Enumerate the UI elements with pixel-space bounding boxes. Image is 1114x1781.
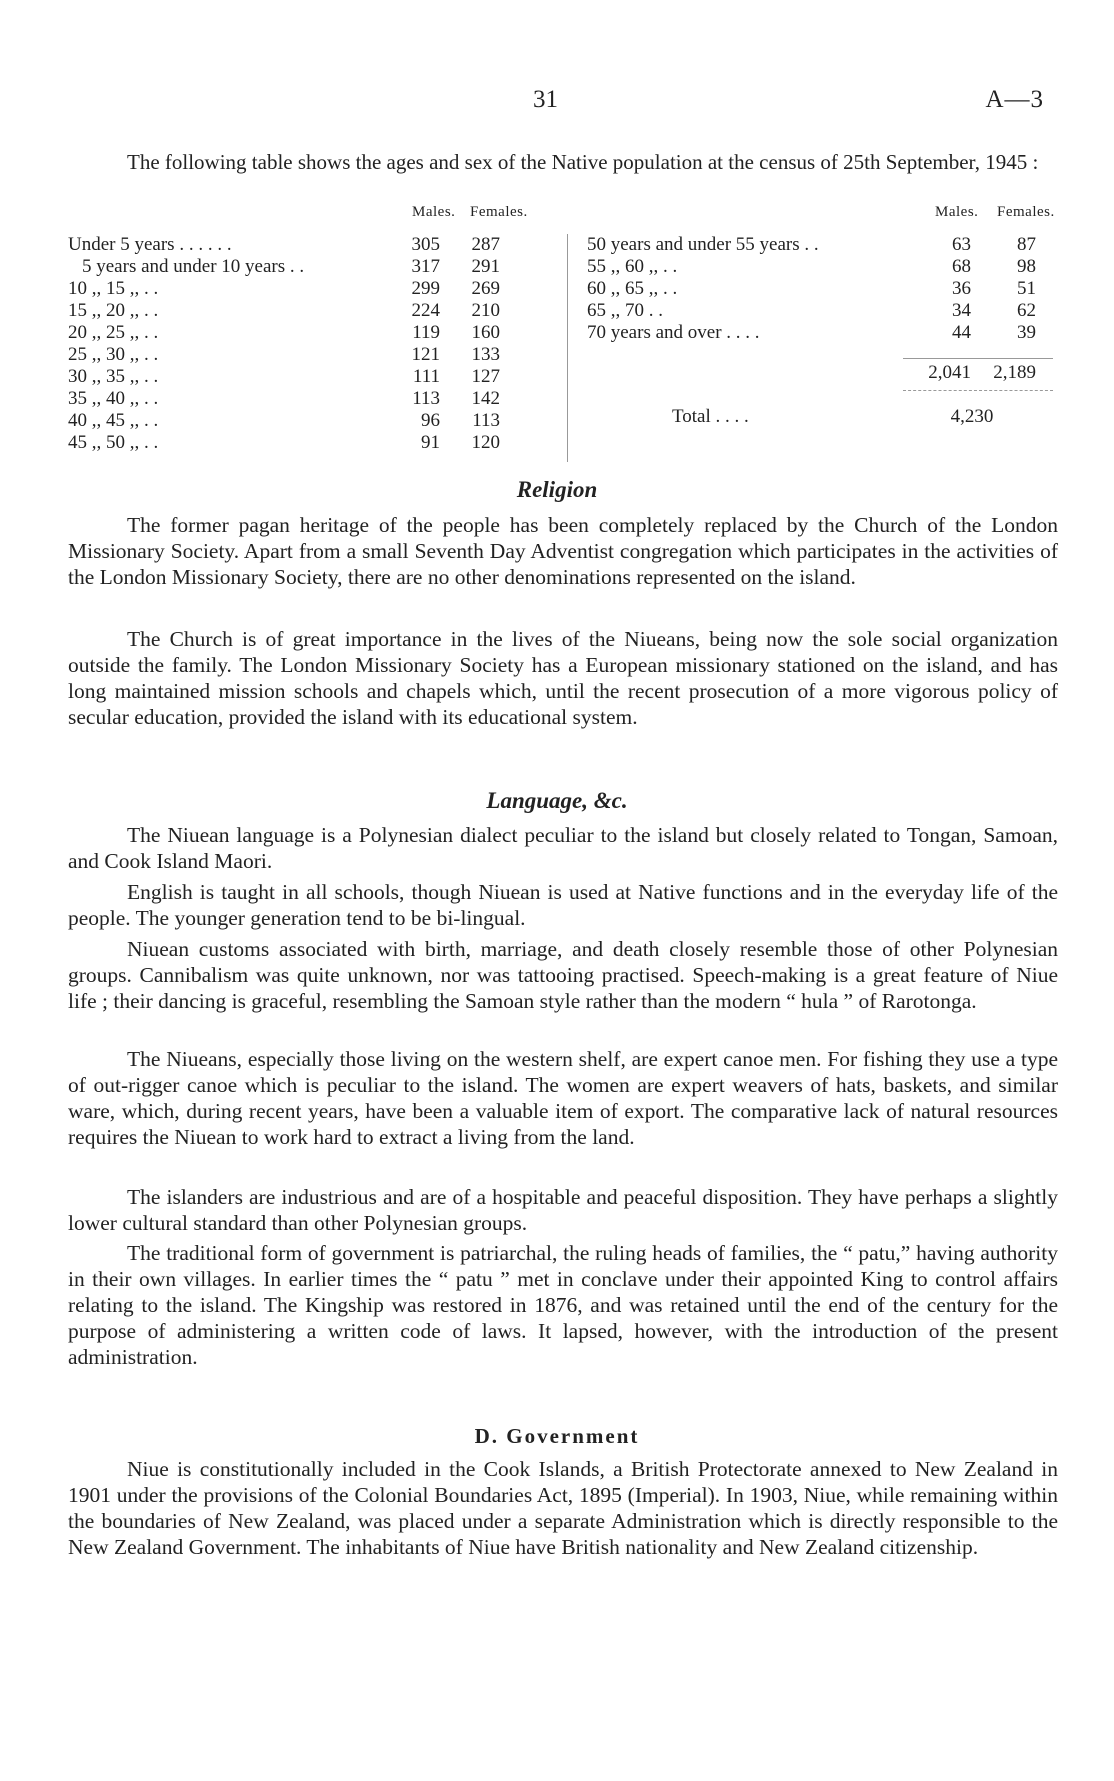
age-sex-table [0, 204, 1114, 464]
females-value: 133 [471, 344, 500, 365]
subtotal-row [587, 362, 1057, 384]
religion-paragraph: The Church is of great importance in the lives of the Niueans, being now the sole social organization outside the family. The London Missionary Society has a European missionary stationed on the island, and has long maintained mission schools and chapels which, until the recent prosecution of a more vigorous policy of secular education, provided the island with its educational system. [68, 627, 1058, 729]
right-females-header: Females. [997, 204, 1055, 220]
table-row [68, 322, 538, 344]
age-label: 35 ,, 40 ,, . . [68, 388, 159, 409]
males-value: 317 [411, 256, 440, 277]
subtotal-rule [903, 358, 1053, 359]
age-label: 50 years and under 55 years . . [587, 234, 819, 255]
females-value: 120 [471, 432, 500, 453]
intro-paragraph: The following table shows the ages and sex of the Native population at the census of 25th September, 1945 : [127, 150, 1039, 174]
age-label: 30 ,, 35 ,, . . [68, 366, 159, 387]
males-value: 111 [412, 366, 440, 387]
government-heading: D. Government [474, 1424, 640, 1448]
table-row [68, 278, 538, 300]
table-row [68, 366, 538, 388]
total-brace [903, 390, 1053, 391]
religion-heading: Religion [516, 477, 598, 502]
total-label: Total . . . . [672, 406, 749, 427]
total-row [587, 406, 1057, 428]
subtotal-females: 2,189 [993, 362, 1036, 383]
females-value: 160 [471, 322, 500, 343]
males-value: 121 [411, 344, 440, 365]
females-value: 39 [1017, 322, 1036, 343]
males-value: 91 [421, 432, 440, 453]
females-value: 291 [471, 256, 500, 277]
males-value: 44 [952, 322, 971, 343]
males-value: 305 [411, 234, 440, 255]
age-label: 40 ,, 45 ,, . . [68, 410, 159, 431]
females-value: 269 [471, 278, 500, 299]
table-row [68, 432, 538, 454]
government-paragraph: Niue is constitutionally included in the Cook Islands, a British Protectorate annexed to New Zealand in 1901 under the provisions of the Colonial Boundaries Act, 1895 (Imperial). In 1903, Niue, while remaining within the boundaries of New Zealand, was placed under a separate Administration which is directly responsible to the New Zealand Government. The inhabitants of Niue have British nationality and New Zealand citizenship. [68, 1457, 1058, 1559]
females-value: 142 [471, 388, 500, 409]
females-value: 210 [471, 300, 500, 321]
males-value: 96 [421, 410, 440, 431]
age-label: 20 ,, 25 ,, . . [68, 322, 159, 343]
age-label: 65 ,, 70 . . [587, 300, 663, 321]
language-heading: Language, &c. [486, 788, 628, 813]
age-label: 10 ,, 15 ,, . . [68, 278, 159, 299]
language-paragraph: The Niuean language is a Polynesian dialect peculiar to the island but closely related to Tongan, Samoan, and Cook Island Maori. [68, 823, 1058, 873]
females-value: 51 [1017, 278, 1036, 299]
table-row [587, 278, 1057, 300]
age-label: 15 ,, 20 ,, . . [68, 300, 159, 321]
age-label: 25 ,, 30 ,, . . [68, 344, 159, 365]
table-row [68, 256, 538, 278]
page-number: 31 [533, 86, 558, 113]
language-paragraph: The islanders are industrious and are of a hospitable and peaceful disposition. They have perhaps a slightly lower cultural standard than other Polynesian groups. [68, 1185, 1058, 1235]
right-males-header: Males. [935, 204, 979, 220]
table-row [587, 300, 1057, 322]
table-row [68, 344, 538, 366]
column-separator [567, 234, 568, 462]
males-value: 68 [952, 256, 971, 277]
males-value: 224 [411, 300, 440, 321]
table-row [587, 234, 1057, 256]
left-females-header: Females. [470, 204, 528, 220]
females-value: 98 [1017, 256, 1036, 277]
total-value: 4,230 [950, 406, 994, 427]
language-paragraph: English is taught in all schools, though Niuean is used at Native functions and in the everyday life of the people. The younger generation tend to be bi-lingual. [68, 880, 1058, 930]
language-paragraph: The traditional form of government is patriarchal, the ruling heads of families, the “ patu,” having authority in their own villages. In earlier times the “ patu ” met in conclave under their appointed King to control affairs relating to the island. The Kingship was restored in 1876, and was retained until the end of the century for the purpose of administering a written code of laws. It lapsed, however, with the introduction of the present administration. [68, 1241, 1058, 1369]
language-paragraph: The Niueans, especially those living on the western shelf, are expert canoe men. For fishing they use a type of out-rigger canoe which is peculiar to the island. The women are expert weavers of hats, baskets, and similar ware, which, during recent years, have been a valuable item of export. The comparative lack of natural resources requires the Niuean to work hard to extract a living from the land. [68, 1047, 1058, 1149]
table-row [68, 388, 538, 410]
males-value: 63 [952, 234, 971, 255]
males-value: 119 [412, 322, 440, 343]
females-value: 287 [471, 234, 500, 255]
table-row [68, 300, 538, 322]
females-value: 127 [471, 366, 500, 387]
females-value: 87 [1017, 234, 1036, 255]
age-label: 70 years and over . . . . [587, 322, 760, 343]
table-row [587, 256, 1057, 278]
males-value: 113 [412, 388, 440, 409]
table-row [68, 410, 538, 432]
age-label: Under 5 years . . . . . . [68, 234, 232, 255]
age-label: 55 ,, 60 ,, . . [587, 256, 678, 277]
table-row [68, 234, 538, 256]
females-value: 113 [472, 410, 500, 431]
males-value: 34 [952, 300, 971, 321]
age-label: 5 years and under 10 years . . [82, 256, 305, 277]
subtotal-males: 2,041 [928, 362, 971, 383]
left-males-header: Males. [412, 204, 456, 220]
page-header [0, 86, 1114, 116]
table-row [587, 322, 1057, 344]
males-value: 299 [411, 278, 440, 299]
males-value: 36 [952, 278, 971, 299]
females-value: 62 [1017, 300, 1036, 321]
age-label: 60 ,, 65 ,, . . [587, 278, 678, 299]
religion-paragraph: The former pagan heritage of the people has been completely replaced by the Church of the London Missionary Society. Apart from a small Seventh Day Adventist congregation which participates in the activities of the London Missionary Society, there are no other denominations represented on the island. [68, 513, 1058, 589]
document-code: A—3 [985, 86, 1044, 113]
age-label: 45 ,, 50 ,, . . [68, 432, 159, 453]
language-paragraph: Niuean customs associated with birth, marriage, and death closely resemble those of other Polynesian groups. Cannibalism was quite unknown, nor was tattooing practised. Speech-making is a great feature of Niue life ; their dancing is graceful, resembling the Samoan style rather than the modern “ hula ” of Rarotonga. [68, 937, 1058, 1013]
